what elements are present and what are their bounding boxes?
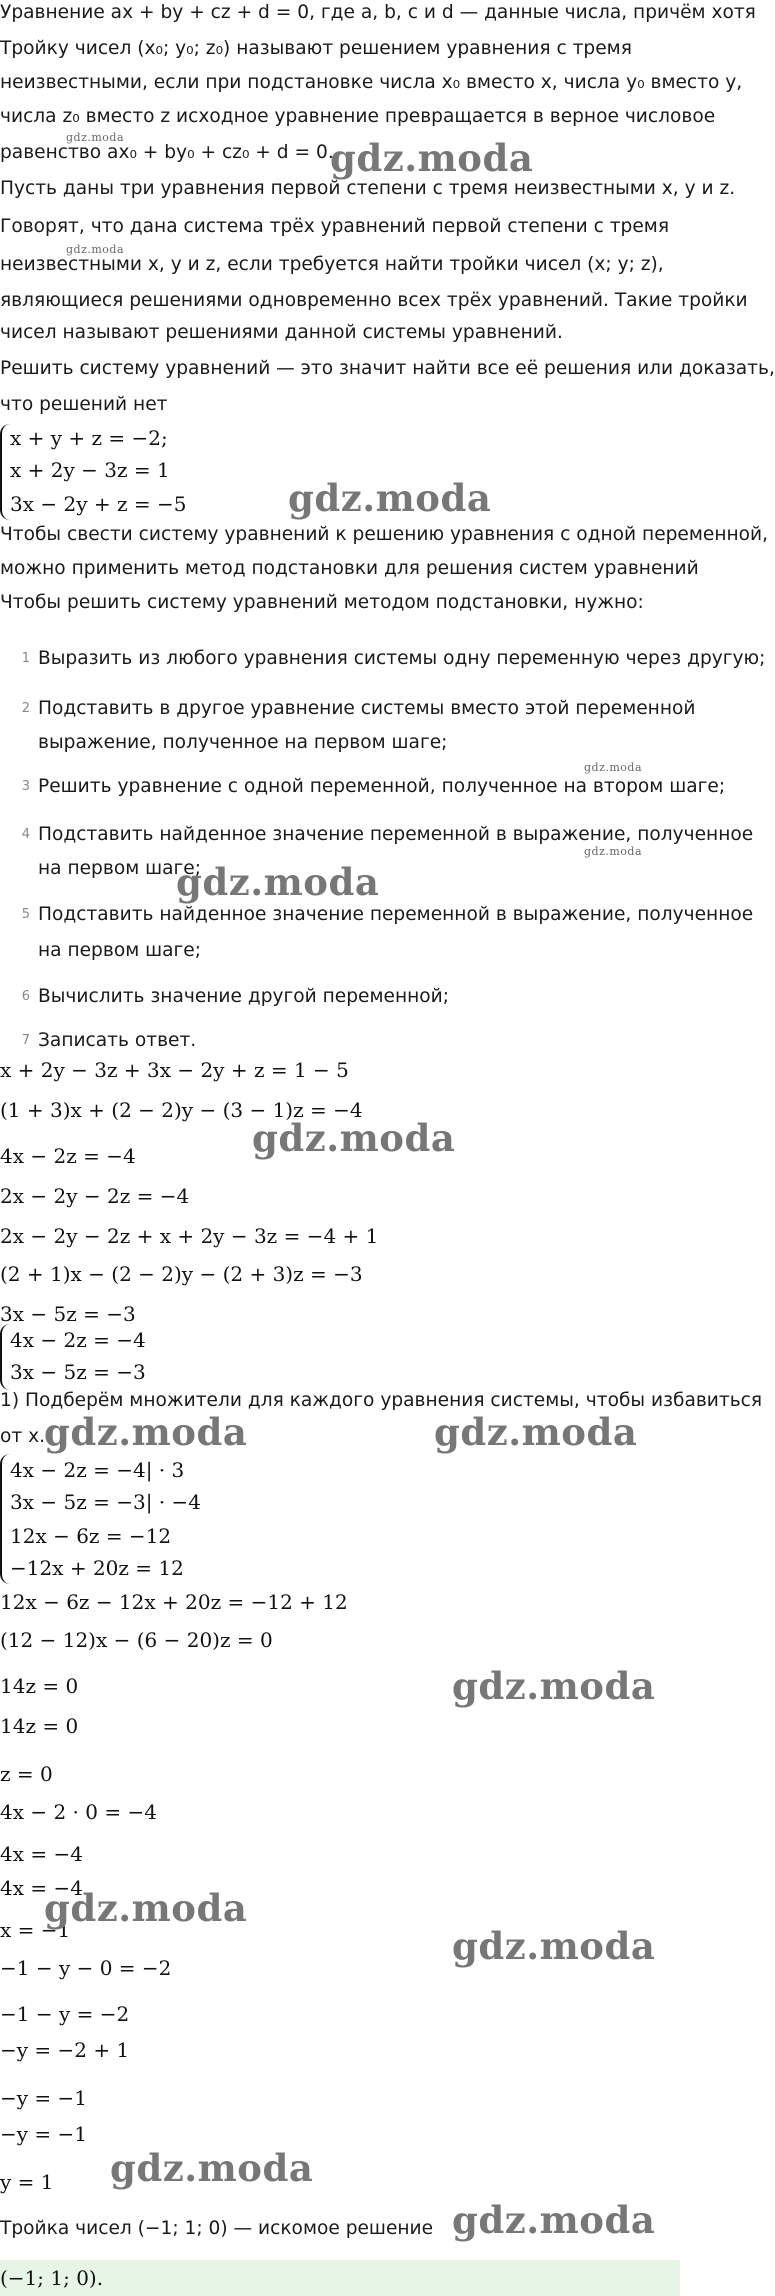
step-text: Подставить найденное значение переменной в выражение, полученное [38,904,754,925]
equation: −y = −1 [0,2122,88,2146]
equation: 4x = −4 [0,1842,83,1866]
text-line: Чтобы решить систему уравнений методом подстановки, нужно: [0,592,644,613]
equation: 2x − 2y − 2z = −4 [0,1184,190,1208]
step-number: 2 [21,701,30,716]
watermark: gdz.moda [176,860,380,904]
system-equation: 3x − 2y + z = −5 [10,492,187,516]
text-line: Уравнение ax + by + cz + d = 0, где a, b, c и d — данные числа, причём хотя [0,2,756,23]
system-equation: 12x − 6z = −12 [10,1524,172,1548]
text-line: от x. [0,1426,46,1447]
watermark: gdz.moda [44,1886,248,1930]
system-equation: x + y + z = −2; [10,426,168,450]
equation: y = 1 [0,2170,54,2194]
equation: −1 − y − 0 = −2 [0,1956,172,1980]
watermark-small: gdz.moda [584,845,643,858]
text-line: что решений нет [0,394,168,415]
watermark-small: gdz.moda [584,761,643,774]
text-line: неизвестными, если при подстановке числа x₀ вместо x, числа y₀ вместо y, [0,72,743,93]
equation: 4x = −4 [0,1876,83,1900]
text-line: равенство ax₀ + by₀ + cz₀ + d = 0. [0,142,334,163]
step-number: 7 [21,1033,30,1048]
watermark: gdz.moda [252,1116,456,1160]
watermark: gdz.moda [44,1410,248,1454]
watermark-small: gdz.moda [66,243,125,256]
equation: 14z = 0 [0,1674,79,1698]
step-text: на первом шаге; [38,858,202,879]
watermark: gdz.moda [288,476,492,520]
watermark: gdz.moda [330,136,534,180]
system-equation: 3x − 5z = −3 [10,1360,146,1384]
text-line: Решить систему уравнений — это значит найти все её решения или доказать, [0,358,775,379]
system-equation: 4x − 2z = −4| · 3 [10,1458,185,1482]
step-text: Подставить найденное значение переменной в выражение, полученное [38,824,754,845]
system-equation: 4x − 2z = −4 [10,1328,146,1352]
text-line: числа z₀ вместо z исходное уравнение превращается в верное числовое [0,106,716,127]
equation: 4x − 2z = −4 [0,1144,136,1168]
step-number: 5 [21,907,30,922]
equation: 4x − 2 · 0 = −4 [0,1800,157,1824]
text-line: чисел называют решениями данной системы уравнений. [0,322,563,343]
equation: (1 + 3)x + (2 − 2)y − (3 − 1)z = −4 [0,1098,363,1122]
text-line: Чтобы свести систему уравнений к решению уравнения с одной переменной, [0,524,769,545]
text-line: можно применить метод подстановки для решения систем уравнений [0,558,699,579]
equation: (2 + 1)x − (2 − 2)y − (2 + 3)z = −3 [0,1262,363,1286]
watermark-small: gdz.moda [66,131,125,144]
equation: x = −1 [0,1918,71,1942]
equation: x + 2y − 3z + 3x − 2y + z = 1 − 5 [0,1058,349,1082]
step-text: выражение, полученное на первом шаге; [38,732,448,753]
equation: z = 0 [0,1762,53,1786]
final-text: Тройка чисел (−1; 1; 0) — искомое решение [0,2218,434,2239]
answer: (−1; 1; 0). [0,2266,104,2290]
step-number: 6 [21,989,30,1004]
equation: 14z = 0 [0,1714,79,1738]
equation: −1 − y = −2 [0,2002,130,2026]
text-line: Тройку чисел (x₀; y₀; z₀) называют решением уравнения с тремя [0,38,632,59]
equation: 12x − 6z − 12x + 20z = −12 + 12 [0,1590,348,1614]
watermark: gdz.moda [452,2198,656,2242]
watermark: gdz.moda [452,1924,656,1968]
step-text: на первом шаге; [38,940,202,961]
equation: −y = −2 + 1 [0,2038,130,2062]
step-number: 4 [21,827,30,842]
watermark: gdz.moda [452,1664,656,1708]
step-text: Записать ответ. [38,1030,197,1051]
text-line: 1) Подберём множители для каждого уравнения системы, чтобы избавиться [0,1390,763,1411]
text-line: являющиеся решениями одновременно всех трёх уравнений. Такие тройки [0,290,748,311]
system-equation: x + 2y − 3z = 1 [10,458,170,482]
equation: (12 − 12)x − (6 − 20)z = 0 [0,1628,273,1652]
text-line: неизвестными x, y и z, если требуется найти тройки чисел (x; y; z), [0,254,664,275]
text-line: Говорят, что дана система трёх уравнений первой степени с тремя [0,216,670,237]
step-text: Выразить из любого уравнения системы одну переменную через другую; [38,648,766,669]
watermark: gdz.moda [110,2146,314,2190]
step-number: 3 [21,779,30,794]
step-text: Решить уравнение с одной переменной, полученное на втором шаге; [38,776,726,797]
text-line: Пусть даны три уравнения первой степени с тремя неизвестными x, y и z. [0,178,736,199]
step-text: Вычислить значение другой переменной; [38,986,449,1007]
step-text: Подставить в другое уравнение системы вместо этой переменной [38,698,696,719]
watermark: gdz.moda [434,1410,638,1454]
step-number: 1 [21,651,30,666]
system-equation: 3x − 5z = −3| · −4 [10,1490,201,1514]
equation: 2x − 2y − 2z + x + 2y − 3z = −4 + 1 [0,1224,379,1248]
equation: −y = −1 [0,2086,88,2110]
equation: 3x − 5z = −3 [0,1302,136,1326]
system-equation: −12x + 20z = 12 [10,1556,184,1580]
